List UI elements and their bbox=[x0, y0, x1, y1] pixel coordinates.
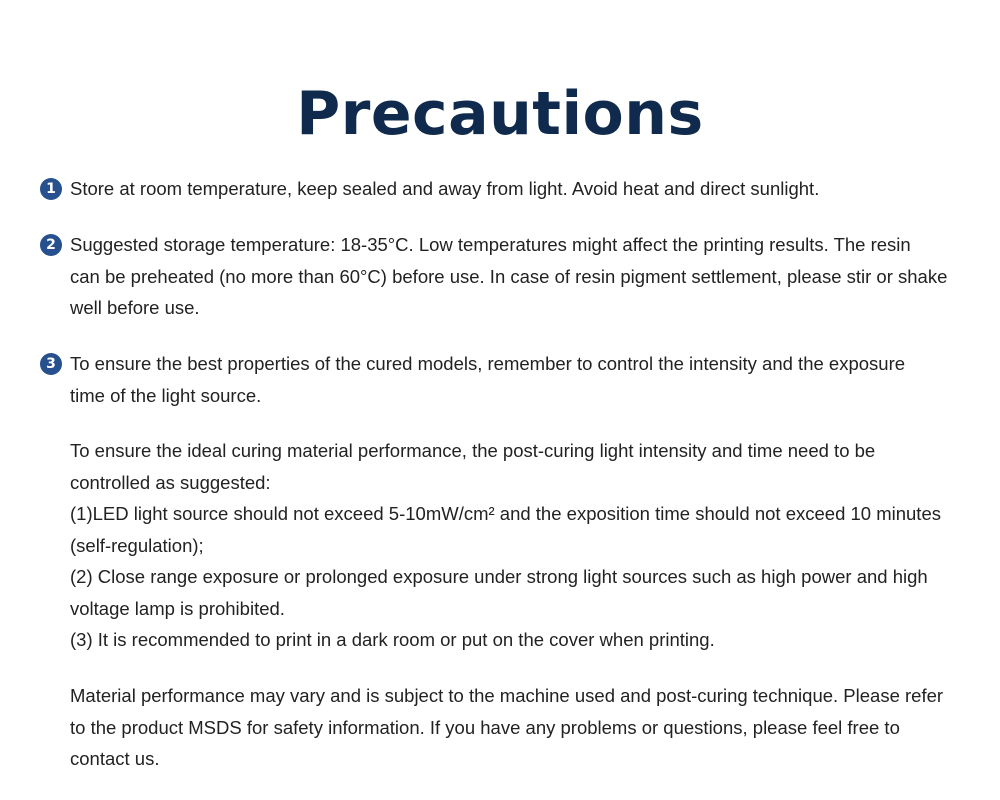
page-title: Precautions bbox=[296, 79, 704, 149]
precaution-text-2 bbox=[70, 229, 965, 324]
text-line: (2) Close range exposure or prolonged exposure under strong light sources such as high power and high bbox=[70, 566, 928, 587]
number-badge-2: 2 bbox=[40, 234, 62, 256]
text-line: well before use. bbox=[70, 297, 200, 318]
text-line: time of the light source. bbox=[70, 384, 262, 406]
text-line: (self-regulation); bbox=[70, 534, 204, 556]
text-line: Suggested storage temperature: 18-35°C. Low temperatures might affect the printing results. The resin bbox=[70, 234, 911, 255]
number-badge-3: 3 bbox=[40, 353, 62, 375]
text-line: (1)LED light source should not exceed 5-10mW/cm² and the exposition time should not exceed 10 minutes bbox=[70, 503, 941, 524]
text-line: controlled as suggested: bbox=[70, 471, 271, 493]
curing-guidance bbox=[70, 435, 965, 656]
text-line: To ensure the ideal curing material performance, the post-curing light intensity and time need to be bbox=[70, 440, 876, 461]
closing-note bbox=[70, 680, 965, 775]
precaution-text-3 bbox=[70, 348, 965, 411]
text-line: To ensure the best properties of the cured models, remember to control the intensity and the exposure bbox=[70, 353, 906, 374]
precaution-text-1 bbox=[70, 173, 965, 205]
number-badge-1: 1 bbox=[40, 178, 62, 200]
text-line: Material performance may vary and is subject to the machine used and post-curing technique. Please refer bbox=[70, 685, 944, 706]
text-line: can be preheated (no more than 60°C) before use. In case of resin pigment settlement, please stir or shake bbox=[70, 265, 948, 287]
text-line: Store at room temperature, keep sealed and away from light. Avoid heat and direct sunlight. bbox=[70, 178, 820, 199]
text-line: contact us. bbox=[70, 748, 160, 769]
text-line: voltage lamp is prohibited. bbox=[70, 597, 285, 619]
text-line: to the product MSDS for safety information. If you have any problems or questions, please feel free to bbox=[70, 716, 900, 738]
text-line: (3) It is recommended to print in a dark room or put on the cover when printing. bbox=[70, 629, 715, 650]
